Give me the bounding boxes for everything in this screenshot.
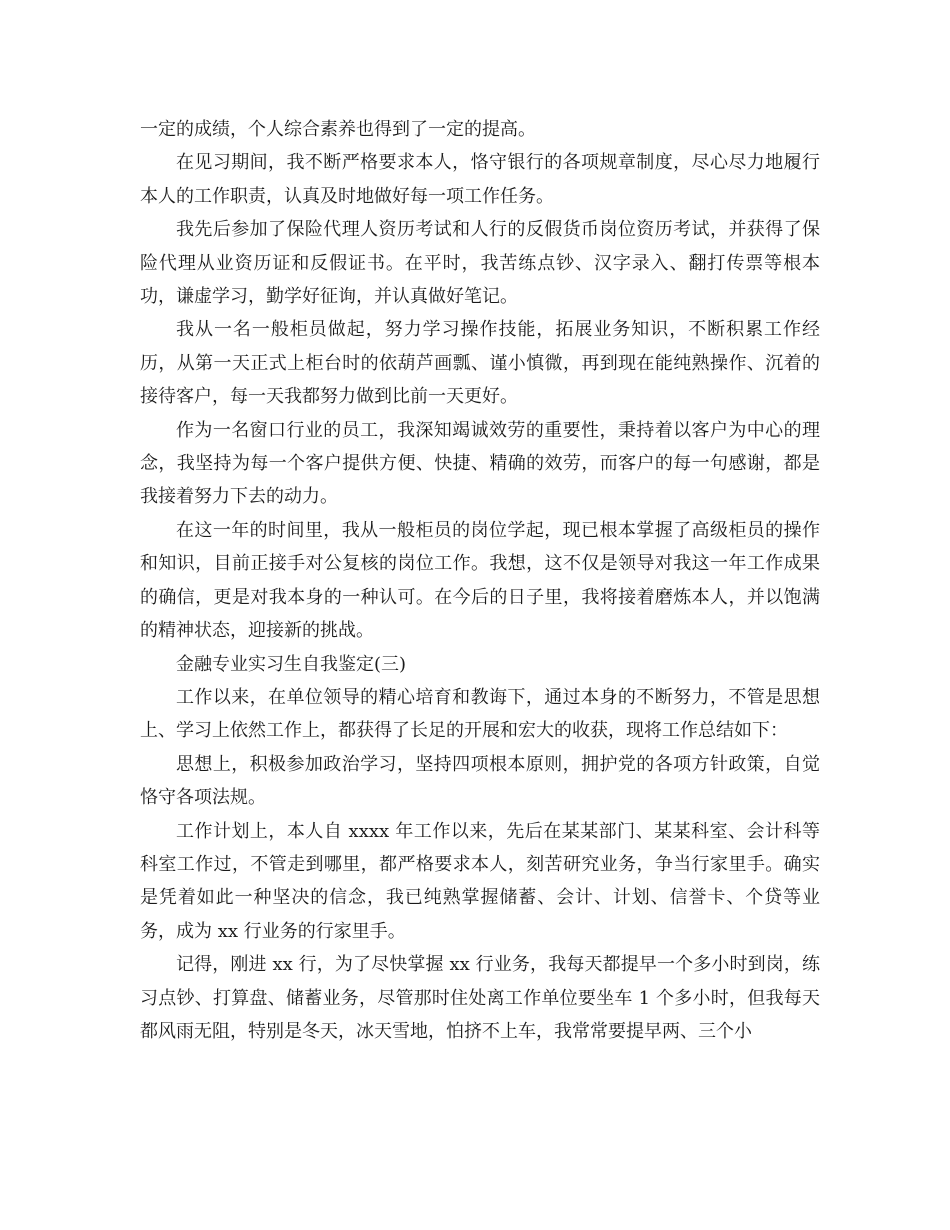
paragraph-2: 在见习期间，我不断严格要求本人，恪守银行的各项规章制度，尽心尽力地履行本人的工作职责，认真及时地做好每一项工作任务。 xyxy=(140,152,820,207)
paragraph-3: 我先后参加了保险代理人资历考试和人行的反假货币岗位资历考试，并获得了保险代理从业资历证和反假证书。在平时，我苦练点钞、汉字录入、翻打传票等根本功，谦虚学习，勤学好征询，并认真做好笔记。 xyxy=(140,219,820,308)
paragraph-10: 记得，刚进 xx 行，为了尽快掌握 xx 行业务，我每天都提早一个多小时到岗，练习点钞、打算盘、储蓄业务，尽管那时住处离工作单位要坐车 1 个多小时，但我每天都风雨无阻，特别是冬天，冰天雪地，怕挤不上车，我常常要提早两、三个小 xyxy=(140,954,820,1042)
paragraph-5: 作为一名窗口行业的员工，我深知竭诚效劳的重要性，秉持着以客户为中心的理念，我坚持为每一个客户提供方便、快捷、精确的效劳，而客户的每一句感谢，都是我接着努力下去的动力。 xyxy=(140,419,820,508)
paragraph-8: 思想上，积极参加政治学习，坚持四项根本原则，拥护党的各项方针政策，自觉恪守各项法规。 xyxy=(140,753,820,809)
paragraph-7: 工作以来，在单位领导的精心培育和教诲下，通过本身的不断努力，不管是思想上、学习上依然工作上，都获得了长足的开展和宏大的收获，现将工作总结如下： xyxy=(140,686,820,742)
paragraph-6: 在这一年的时间里，我从一般柜员的岗位学起，现已根本掌握了高级柜员的操作和知识，目前正接手对公复核的岗位工作。我想，这不仅是领导对我这一年工作成果的确信，更是对我本身的一种认可。在今后的日子里，我将接着磨炼本人，并以饱满的精神状态，迎接新的挑战。 xyxy=(140,519,820,642)
paragraph-4: 我从一名一般柜员做起，努力学习操作技能，拓展业务知识，不断积累工作经历，从第一天正式上柜台时的依葫芦画瓢、谨小慎微，再到现在能纯熟操作、沉着的接待客户，每一天我都努力做到比前一天更好。 xyxy=(140,319,820,408)
paragraph-1: 一定的成绩，个人综合素养也得到了一定的提高。 xyxy=(140,119,536,140)
paragraph-9: 工作计划上，本人自 xxxx 年工作以来，先后在某某部门、某某科室、会计科等科室工作过，不管走到哪里，都严格要求本人，刻苦研究业务，争当行家里手。确实是凭着如此一种坚决的信念，我已纯熟掌握储蓄、会计、计划、信誉卡、个贷等业务，成为 xx 行业务的行家里手。 xyxy=(140,820,820,942)
section-heading: 金融专业实习生自我鉴定(三) xyxy=(176,653,407,675)
document-body xyxy=(140,113,820,1048)
